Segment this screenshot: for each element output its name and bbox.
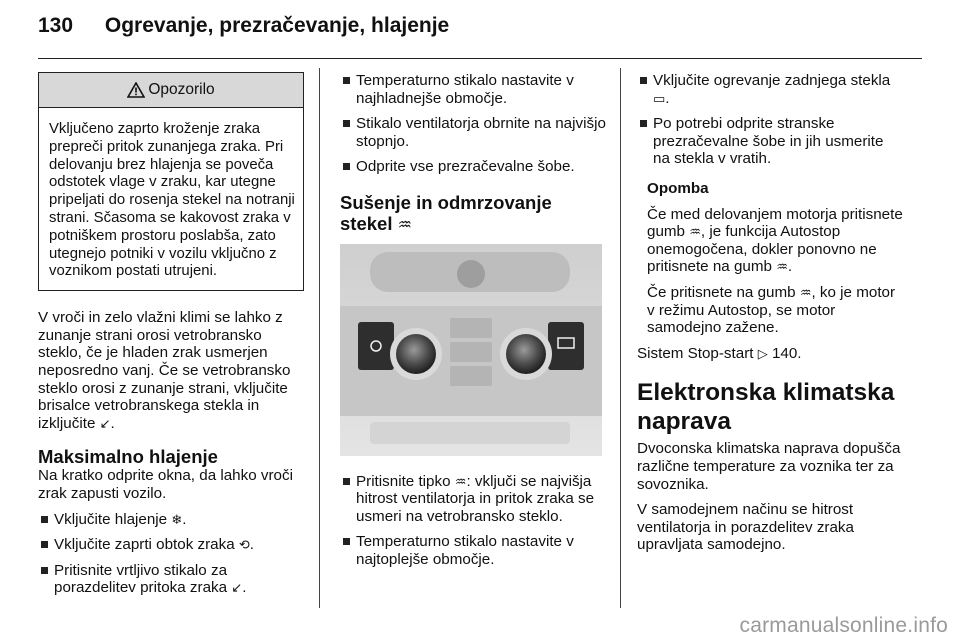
list-item (38, 511, 306, 529)
warning-title: Opozorilo (148, 81, 215, 99)
punct: . (182, 510, 187, 528)
reference-text: Sistem Stop-start (637, 344, 754, 362)
defrost-icon: ♒ (689, 224, 701, 240)
note-text: , ko je motor v režimu Autostop, se motor samodejno zažene. (647, 283, 896, 337)
page-number: 130 (38, 14, 74, 37)
defrost-icon: ♒ (454, 473, 467, 489)
column-2 (340, 72, 606, 577)
column-1 (38, 72, 306, 605)
list-item-text: : vključi se najvišja hitrost ventilatorja in pritok zraka se usmeri na vetrobransko steklo. (356, 472, 595, 525)
section-heading (340, 192, 560, 236)
rear-window-heating-icon: ▭ (653, 90, 666, 106)
punct: . (787, 258, 793, 276)
list-item: Odprite vse prezračevalne šobe. (340, 158, 606, 176)
list-item: Stikalo ventilatorja obrnite na najvišjo stopnjo. (340, 115, 606, 150)
warning-triangle-icon (127, 82, 145, 98)
climate-control-panel-photo (340, 244, 602, 456)
list-item (38, 536, 306, 554)
column-divider (319, 68, 320, 608)
list-item-text: Vključite hlajenje (54, 510, 168, 528)
list-item-text: Pritisnite tipko (356, 472, 451, 490)
cross-reference (637, 345, 903, 363)
list-item: Temperaturno stikalo nastavite v najtoplejše območje. (340, 533, 606, 568)
paragraph: Dvoconska klimatska naprava dopušča različne temperature za voznika ter za sovoznika. (637, 440, 901, 493)
page-header (38, 14, 449, 38)
list-item: Po potrebi odprite stranske prezračevalne šobe in jih usmerite na stekla v vratih. (637, 115, 903, 168)
list-item-text: Pritisnite vrtljivo stikalo za porazdelitev pritoka zraka (54, 561, 228, 597)
page-reference-icon: ▷ (757, 345, 768, 361)
heading-text: Sušenje in odmrzovanje stekel (340, 191, 552, 234)
note-text: Če med delovanjem motorja pritisnete gumb (647, 205, 903, 241)
note-title: Opomba (647, 179, 709, 197)
list-item (637, 72, 903, 107)
paragraph: Na kratko odprite okna, da lahko vroči zrak zapusti vozilo. (38, 467, 293, 502)
list-item-text: Vključite ogrevanje zadnjega stekla (653, 72, 891, 89)
note-paragraph (647, 206, 903, 276)
defrost-icon: ♒ (397, 216, 412, 234)
punct: . (242, 579, 247, 597)
column-3 (637, 72, 903, 562)
warning-text: Vključeno zaprto kroženje zraka prepreči pritok zunanjega zraka. Pri delovanju brez hlajenja se poveča odstotek vlage v zraku, kar utegne pripeljati do rosenja stekel na notranji strani. Sčasoma se kakovost zraka v potniškem prostoru poslabša, zato utegnejo potniki v vozilu vključno z voznikom postati utrujeni. (49, 121, 295, 280)
section-heading: Maksimalno hlajenje (38, 446, 218, 468)
snowflake-icon: ❄ (171, 511, 183, 527)
reference-page: 140. (771, 344, 802, 362)
paragraph-text: V vroči in zelo vlažni klimi se lahko z zunanje strani orosi vetrobransko steklo, če je hladen zrak usmerjen neposredno vanj. Če se vetrobransko steklo orosi z zunanje strani, vključite brisalce vetrobranskega stekla in izključite (38, 309, 291, 432)
watermark: carmanualsonline.info (739, 614, 948, 637)
recirculation-icon: ⟲ (238, 537, 250, 553)
list-item-text: Vključite zaprti obtok zraka (54, 536, 235, 554)
floor-airflow-icon: ↙ (231, 580, 243, 596)
paragraph (38, 309, 306, 432)
defrost-icon: ♒ (799, 284, 812, 300)
warning-header (39, 73, 303, 108)
header-rule (38, 58, 922, 59)
column-divider (620, 68, 621, 608)
list-item (38, 562, 306, 597)
punct: . (665, 89, 670, 107)
defrost-icon: ♒ (776, 259, 788, 275)
note-text: Če pritisnete na gumb (647, 283, 796, 301)
warning-box (38, 72, 304, 291)
list-item: Temperaturno stikalo nastavite v najhladnejše območje. (340, 72, 606, 107)
section-heading: Elektronska klimatska naprava (637, 379, 895, 436)
list-item (340, 473, 606, 526)
note-paragraph (647, 284, 903, 337)
page-title: Ogrevanje, prezračevanje, hlajenje (104, 14, 450, 37)
note-text: , je funkcija Autostop onemogočena, dokler ponovno ne pritisnete na gumb (647, 223, 877, 276)
paragraph: V samodejnem načinu se hitrost ventilatorja in porazdelitev zraka upravljata samodejno. (637, 501, 854, 554)
note (637, 180, 903, 337)
punct: . (110, 414, 115, 432)
punct: . (249, 536, 255, 554)
floor-airflow-icon: ↙ (99, 415, 111, 431)
